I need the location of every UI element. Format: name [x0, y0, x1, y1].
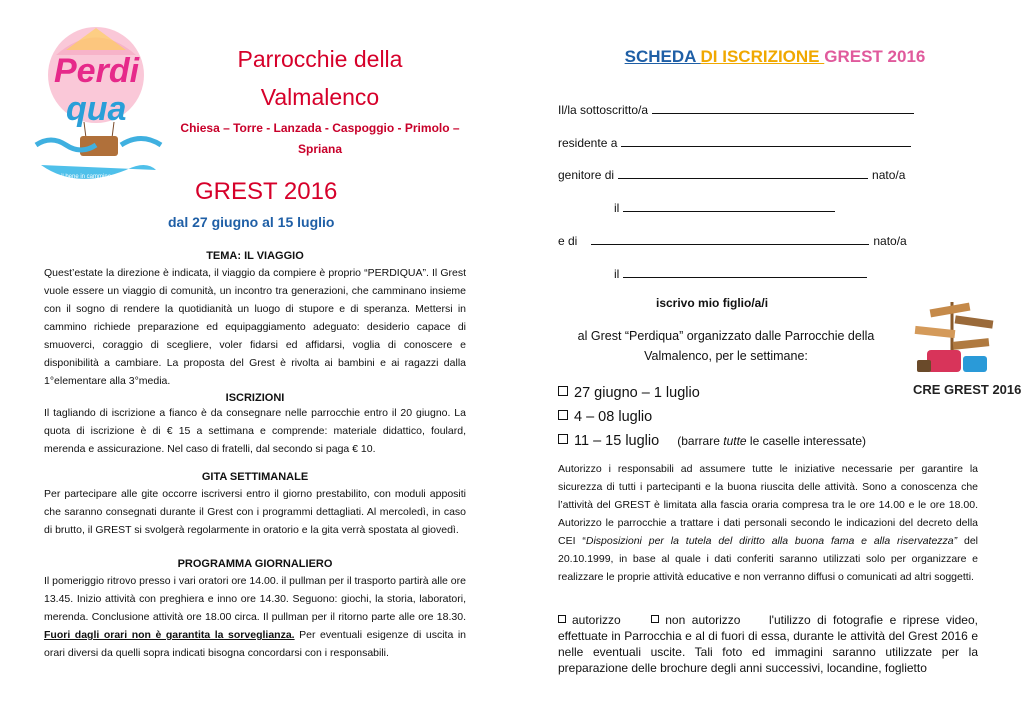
grest-title: GREST 2016	[195, 178, 338, 205]
scheda-title-part-3: GREST 2016	[824, 47, 926, 66]
iscrizioni-title: ISCRIZIONI	[225, 392, 285, 404]
iscrivo-label: iscrivo mio figlio/a/i	[656, 296, 769, 310]
svg-text:CRE GREST 2016: CRE GREST 2016	[913, 382, 1022, 397]
programma-text-3: Per eventuali esigenze di uscita in orari diversi da quelli sopra indicati bisogna concordarsi con i responsabili.	[44, 629, 466, 659]
form-il-2	[614, 265, 871, 281]
week-3-checkbox[interactable]	[558, 434, 568, 444]
title-line-1: Parrocchie della	[237, 46, 403, 72]
label-nato-1: nato/a	[872, 168, 906, 182]
places-line-2: Spriana	[297, 142, 342, 156]
gita-text: Per partecipare alle gite occorre iscriversi entro il giorno prestabilito, con moduli appositi che saranno consegnati durante il Grest con i programmi dettagliati. Al mercoledì, in caso di brutto, il GREST si svolgerà regolarmente in oratorio e la gita verrà spostata al giovedì.	[44, 488, 466, 536]
programma-warning: Fuori dagli orari non è garantita la sorveglianza.	[44, 629, 295, 641]
week-3-option[interactable]	[558, 433, 866, 449]
week-1-option[interactable]	[558, 385, 700, 401]
week-1-label: 27 giugno – 1 luglio	[574, 385, 700, 401]
field-genitore[interactable]	[618, 166, 868, 179]
label-il-2: il	[614, 267, 620, 281]
form-e-di	[558, 232, 907, 248]
svg-text:qua: qua	[66, 90, 127, 128]
title-line-2: Valmalenco	[260, 84, 380, 110]
autorizzazione-text: Autorizzo i responsabili ad assumere tutte le iniziative necessarie per garantire la sicurezza di tutti i partecipanti e la buona riuscita delle attività. Sono a conoscenza che l’attività del GREST è limitata alla fascia oraria compresa tra le ore 14.00 e le ore 18.00. Autorizzo le parrocchie a trattare i dati personali secondo le indicazioni del decreto della CEI “Disposizioni per la tutela del diritto alla buona fama e alla riservatezza” del 20.10.1999, in base al quale i dati conferiti saranno utilizzati solo per organizzare e realizzare le proprie attività educative e non verranno diffusi o comunicati ad altri soggetti.	[558, 463, 978, 583]
label-genitore: genitore di	[558, 168, 615, 182]
places-line-1: Chiesa – Torre - Lanzada - Caspoggio - Primolo –	[180, 121, 460, 135]
programma-title: PROGRAMMA GIORNALIERO	[177, 558, 333, 570]
scheda-title	[560, 47, 990, 67]
consent-no[interactable]: non autorizzo	[651, 613, 740, 627]
label-e-di: e di	[558, 234, 578, 248]
field-il-2[interactable]	[623, 265, 867, 278]
barrare-note: (barrare tutte le caselle interessate)	[677, 434, 866, 448]
scheda-title-part-2: DI ISCRIZIONE	[700, 47, 825, 66]
programma-text-2: Seguono: giochi, la storia, laboratori, merenda. Conclusione attività ore 18.00 circa. Il pullman per il ritorno parte alle ore 18.30.	[44, 593, 466, 623]
week-2-label: 4 – 08 luglio	[574, 409, 653, 425]
label-nato-2: nato/a	[873, 234, 907, 248]
form-genitore	[558, 166, 905, 182]
field-e-di[interactable]	[591, 232, 869, 245]
week-1-checkbox[interactable]	[558, 386, 568, 396]
field-il-1[interactable]	[623, 199, 835, 212]
form-residente	[558, 134, 915, 150]
form-il-1	[614, 199, 839, 215]
programma-text-1: Il pomeriggio ritrovo presso i vari oratori ore 14.00. il pullman per il trasporto partirà alle ore 13.45. Inizio attività con preghiera e inno ore 14.30.	[44, 575, 466, 605]
gita-title: GITA SETTIMANALE	[201, 471, 309, 483]
iscrizioni-text: Il tagliando di iscrizione a fianco è da consegnare nelle parrocchie entro il 20 giugno. La quota di iscrizione è di € 15 a settimana e comprende: materiale didattico, foulard, merenda e assicurazione. Nel caso di fratelli, dal secondo si paga € 10.	[44, 407, 466, 455]
grest-dates: dal 27 giugno al 15 luglio	[168, 214, 335, 230]
label-residente: residente a	[558, 136, 618, 150]
field-residente[interactable]	[621, 134, 911, 147]
week-3-label: 11 – 15 luglio	[574, 433, 660, 449]
svg-text:il bene in cammino: il bene in cammino	[61, 174, 112, 180]
foto-text: l'utilizzo di fotografie e riprese video, effettuate in Parrocchia e al di fuori di essa, durante le attività del Grest 2016 e nelle eventuali uscite. Tali foto ed immagini saranno utilizzate per la preparazione delle brochure degli anni successivi, locandine, foglietto	[558, 613, 978, 675]
label-il-1: il	[614, 201, 620, 215]
cregrest-logo	[905, 298, 1022, 398]
al-grest-line-2: Valmalenco, per le settimane:	[644, 349, 808, 363]
consent-yes[interactable]: autorizzo	[558, 613, 621, 627]
field-sottoscritto[interactable]	[652, 101, 914, 114]
tema-title: TEMA: IL VIAGGIO	[206, 250, 304, 262]
al-grest-line-1: al Grest “Perdiqua” organizzato dalle Parrocchie della	[577, 329, 875, 343]
week-2-option[interactable]	[558, 409, 652, 425]
week-2-checkbox[interactable]	[558, 410, 568, 420]
perdiqua-logo	[36, 20, 171, 190]
label-sottoscritto: Il/la sottoscritto/a	[558, 103, 649, 117]
non-autorizzo-checkbox[interactable]	[651, 615, 659, 623]
autorizzo-checkbox[interactable]	[558, 615, 566, 623]
form-sottoscritto	[558, 101, 918, 117]
svg-text:Perdi: Perdi	[54, 52, 140, 90]
scheda-title-part-1: SCHEDA	[624, 47, 701, 66]
tema-text: Quest’estate la direzione è indicata, il viaggio da compiere è proprio “PERDIQUA”. Il Grest vuole essere un viaggio di comunità, un incontro tra generazioni, che camminano insieme con il sogno di rendere la quotidianità un luogo di stupore e di speranza. Mettersi in cammino richiede preparazione ed equipaggiamento adeguato: desiderio capace di smuoverci, coraggio di scegliere, voler fidarsi ed affidarsi, voglia di conoscere e disponibilità a cambiare. La proposta del Grest è rivolta ai bambini e ai ragazzi dalla 1°elementare alla 3°media.	[44, 267, 466, 387]
programma-text	[44, 572, 466, 662]
foto-consenso	[558, 612, 978, 676]
